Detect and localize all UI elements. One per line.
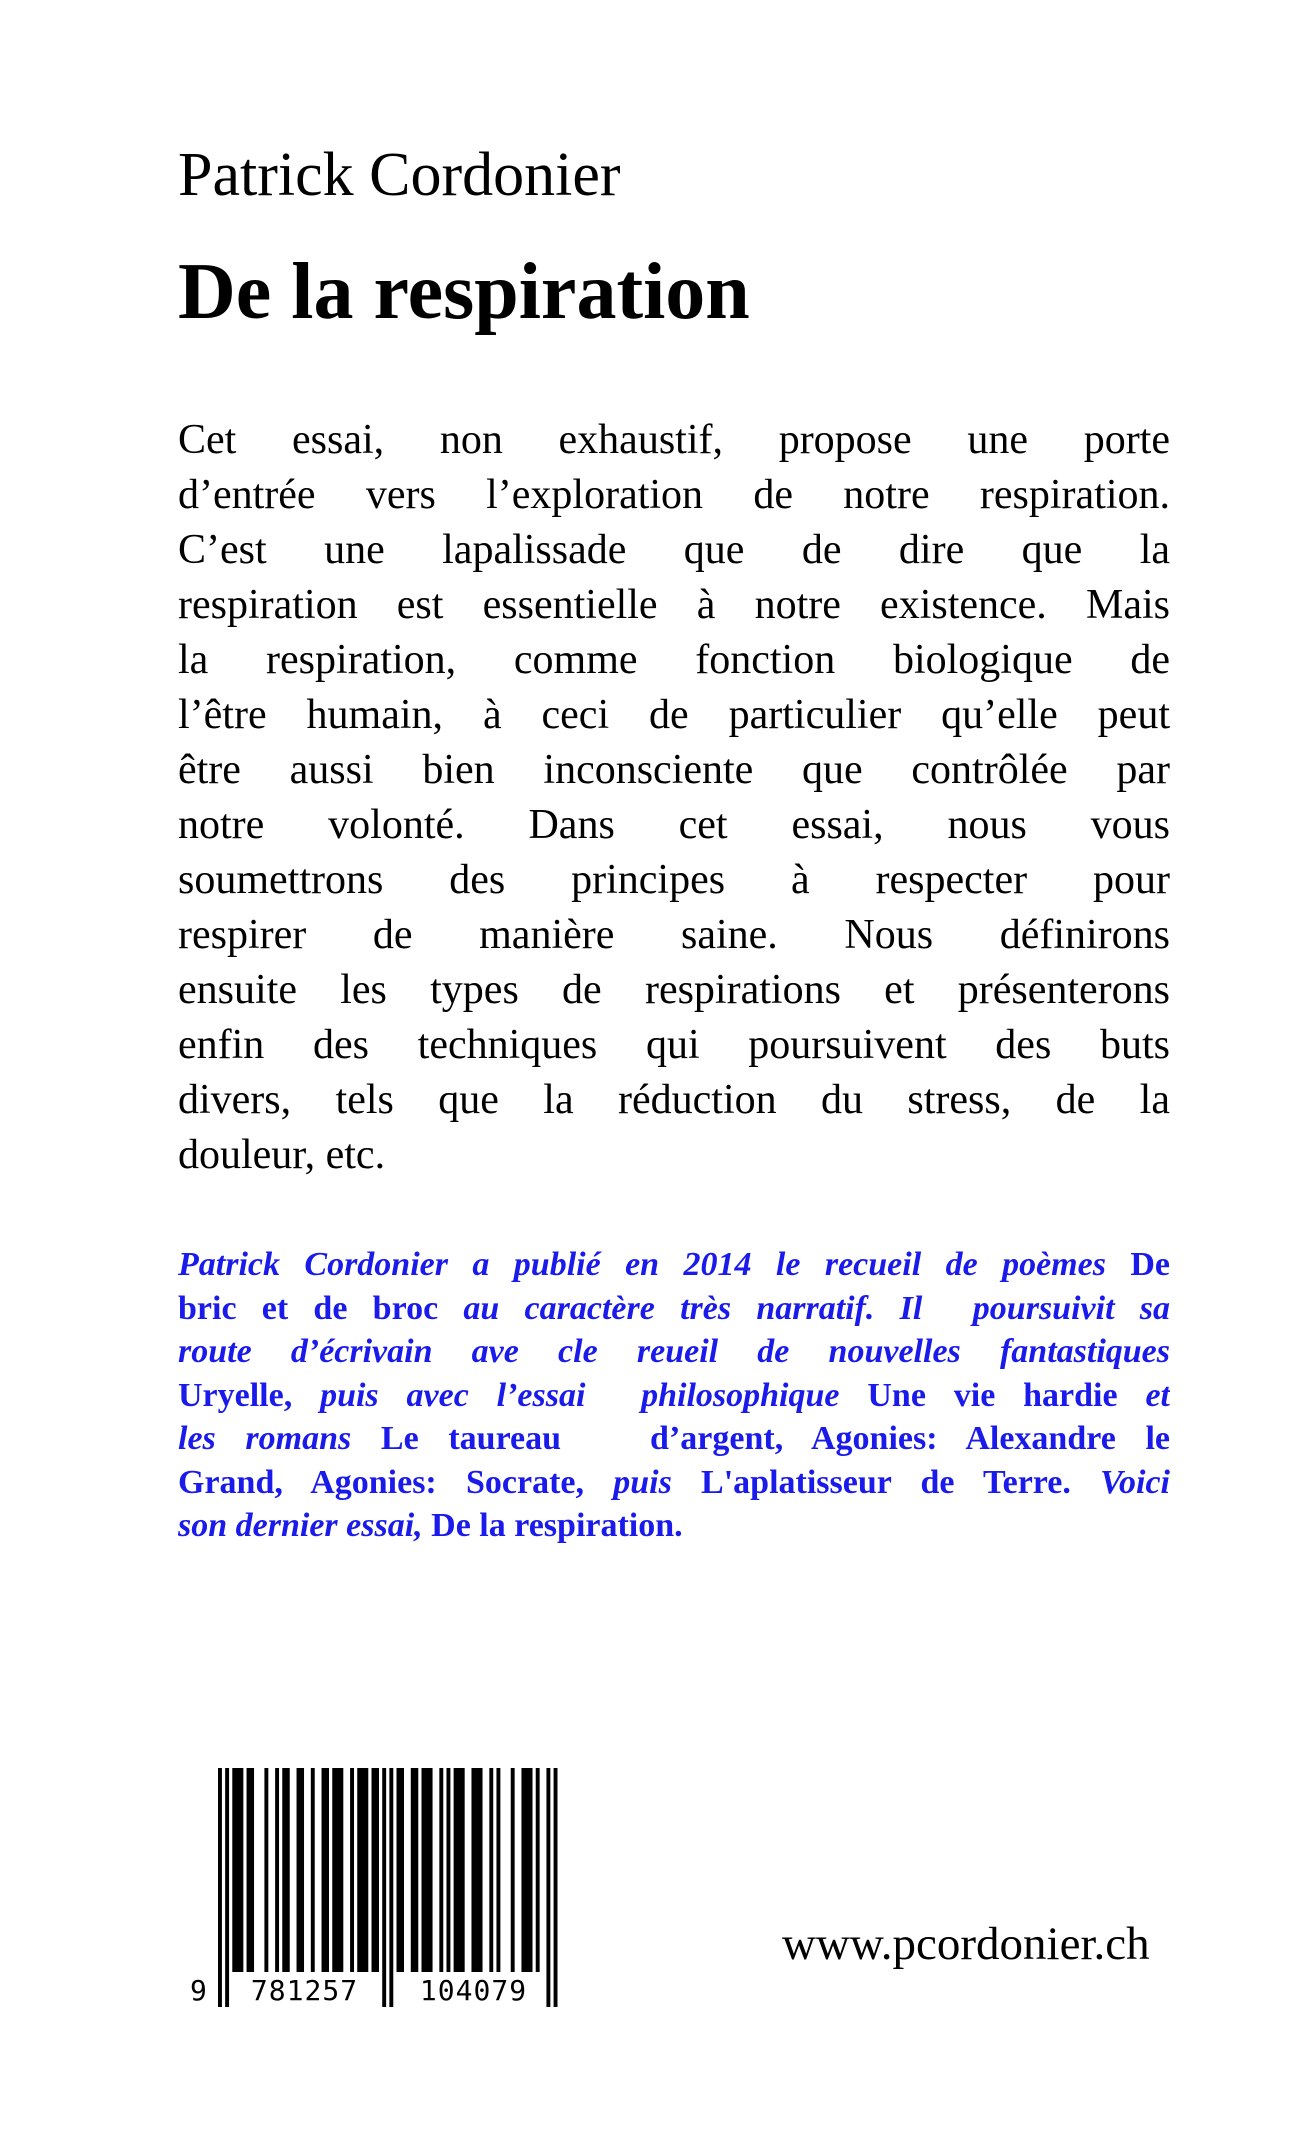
bio-text-segment: les romans (178, 1420, 381, 1457)
bio-text-segment: et (1145, 1376, 1170, 1414)
bio-line (178, 1461, 1170, 1505)
barcode-digit-prefix: 9 (190, 1974, 208, 2007)
bio-text-segment: Grand, Agonies: Socrate, (178, 1463, 614, 1501)
bio-text-segment: Le taureau d’argent, Agonies: Alexandre le (380, 1420, 1170, 1457)
bio-text-segment: au caractère très narratif. Il poursuivit sa (463, 1289, 1170, 1327)
synopsis-paragraph (178, 413, 1170, 1183)
barcode (190, 1768, 570, 2030)
bio-text-segment: puis (613, 1463, 702, 1501)
synopsis-line: soumettrons des principes à respecter pour (178, 857, 1170, 903)
bio-text-segment: puis avec l’essai philosophique (320, 1376, 868, 1414)
synopsis-line: Cet essai, non exhaustif, propose une porte (178, 417, 1170, 463)
bio-line (178, 1417, 1170, 1461)
bio-text-segment: Voici (1100, 1463, 1170, 1501)
synopsis-line: douleur, etc. (178, 1132, 386, 1178)
synopsis-line: ensuite les types de respirations et présenterons (178, 967, 1170, 1013)
book-title: De la respiration (178, 248, 750, 336)
synopsis-line: la respiration, comme fonction biologique de (178, 637, 1170, 683)
bio-text-segment: L'aplatisseur de Terre. (701, 1463, 1101, 1501)
bio-line (178, 1243, 1170, 1287)
bio-line (178, 1330, 1170, 1374)
website-url: www.pcordonier.ch (782, 1918, 1150, 1970)
barcode-digits-group2: 104079 (419, 1974, 528, 2007)
bio-text-segment: De (1130, 1246, 1170, 1283)
synopsis-line: respirer de manière saine. Nous définirons (178, 912, 1170, 958)
author-bio-paragraph (178, 1243, 1170, 1548)
bio-text-segment: Une vie hardie (867, 1376, 1146, 1414)
barcode-digits-group1: 781257 (250, 1974, 359, 2007)
synopsis-line: être aussi bien inconsciente que contrôlée par (178, 747, 1170, 793)
bio-text-segment: route d’écrivain ave cle reueil de nouvelles fantastiques (178, 1333, 1170, 1370)
bio-text-segment: Patrick Cordonier a publié en 2014 le recueil de poèmes (178, 1246, 1131, 1283)
bio-line (178, 1287, 1170, 1331)
synopsis-line: d’entrée vers l’exploration de notre respiration. (178, 472, 1170, 518)
synopsis-line: enfin des techniques qui poursuivent des buts (178, 1022, 1170, 1068)
synopsis-line: l’être humain, à ceci de particulier qu’elle peut (178, 692, 1170, 738)
bio-line (178, 1504, 1170, 1548)
bio-text-segment: De la respiration. (431, 1507, 683, 1544)
bio-text-segment: bric et de broc (178, 1289, 464, 1327)
barcode-image (218, 1768, 558, 2007)
synopsis-line: C’est une lapalissade que de dire que la (178, 527, 1170, 573)
synopsis-line: respiration est essentielle à notre existence. Mais (178, 582, 1170, 628)
bio-line (178, 1374, 1170, 1418)
author-name: Patrick Cordonier (178, 141, 621, 209)
bio-text-segment: son dernier essai, (178, 1507, 432, 1544)
synopsis-line: divers, tels que la réduction du stress, de la (178, 1077, 1170, 1123)
bio-text-segment: Uryelle, (178, 1376, 321, 1414)
synopsis-line: notre volonté. Dans cet essai, nous vous (178, 802, 1170, 848)
